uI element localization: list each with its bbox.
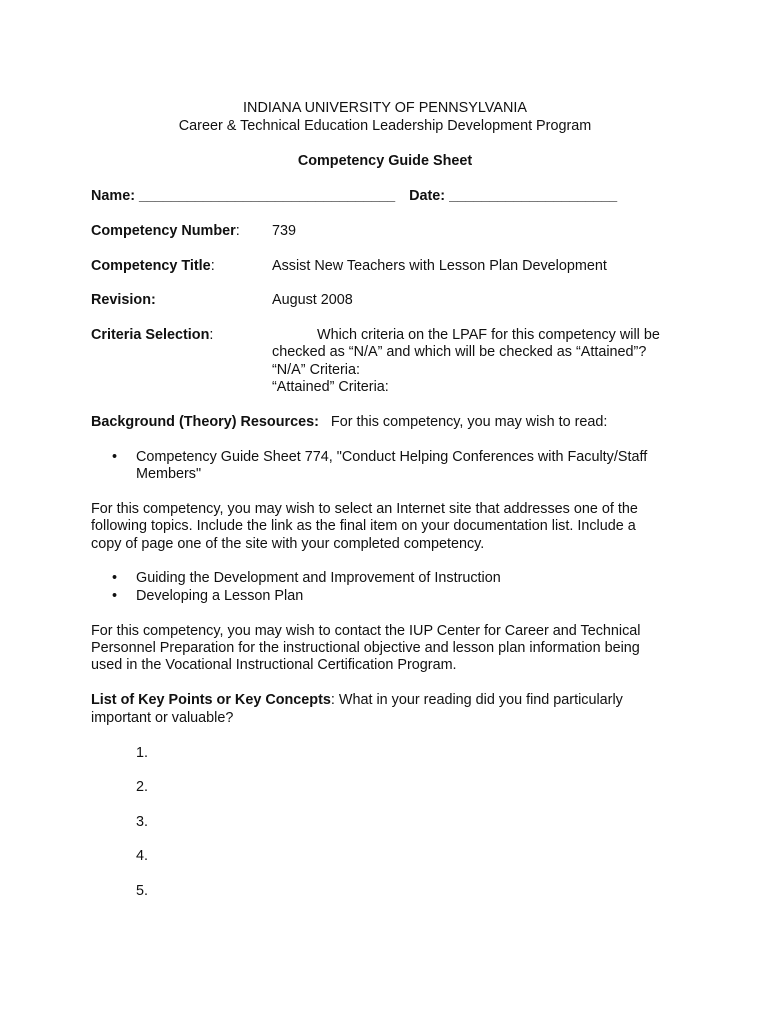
name-row: [91, 188, 617, 206]
revision-value: August 2008: [272, 292, 353, 308]
name-label: Name:: [91, 188, 135, 204]
revision-label: Revision:: [91, 292, 156, 308]
attained-criteria: “Attained” Criteria:: [272, 379, 389, 395]
bullet-icon: •: [112, 588, 118, 604]
key-points-question-line2: important or valuable?: [91, 710, 234, 726]
university-name: INDIANA UNIVERSITY OF PENNSYLVANIA: [243, 100, 527, 116]
program-name: Career & Technical Education Leadership Development Program: [178, 118, 592, 134]
criteria-question-line2: checked as “N/A” and which will be checked as “Attained”?: [272, 344, 647, 360]
date-label: Date:: [409, 188, 446, 204]
key-point-number: 4.: [136, 848, 149, 864]
sheet-title: Competency Guide Sheet: [297, 153, 473, 169]
competency-title-value: Assist New Teachers with Lesson Plan Development: [272, 258, 607, 274]
key-points-label: List of Key Points or Key Concepts: [91, 692, 331, 708]
competency-number-value: 739: [272, 223, 297, 239]
criteria-question-line1: Which criteria on the LPAF for this competency will be: [317, 327, 660, 343]
contact-paragraph-line1: For this competency, you may wish to contact the IUP Center for Career and Technical: [91, 623, 641, 639]
name-blank[interactable]: ________________________________: [139, 188, 396, 204]
competency-number-label: Competency Number:: [91, 223, 240, 239]
criteria-selection-label: Criteria Selection:: [91, 327, 214, 343]
key-point-number: 1.: [136, 745, 149, 761]
bullet-icon: •: [112, 449, 118, 465]
topic-item: Guiding the Development and Improvement of Instruction: [136, 570, 501, 586]
background-resources: [91, 414, 607, 432]
internet-paragraph-line2: following topics. Include the link as the final item on your documentation list. Include a: [91, 518, 636, 534]
contact-paragraph-line2: Personnel Preparation for the instructional objective and lesson plan information being: [91, 640, 640, 656]
bullet-icon: •: [112, 570, 118, 586]
reading-item-line1: Competency Guide Sheet 774, "Conduct Helping Conferences with Faculty/Staff: [136, 449, 648, 465]
key-point-number: 3.: [136, 814, 149, 830]
na-criteria: “N/A” Criteria:: [272, 362, 360, 378]
background-label: Background (Theory) Resources:: [91, 414, 319, 430]
internet-paragraph-line3: copy of page one of the site with your completed competency.: [91, 536, 485, 552]
internet-paragraph-line1: For this competency, you may wish to select an Internet site that addresses one of the: [91, 501, 638, 517]
background-intro: For this competency, you may wish to read:: [330, 414, 608, 430]
reading-item-line2: Members": [136, 466, 202, 482]
competency-title-label: Competency Title:: [91, 258, 215, 274]
key-point-number: 5.: [136, 883, 149, 899]
key-points-question: List of Key Points or Key Concepts: What in your reading did you find particularly: [91, 692, 623, 708]
key-point-number: 2.: [136, 779, 149, 795]
date-blank[interactable]: _____________________: [449, 188, 618, 204]
topic-item: Developing a Lesson Plan: [136, 588, 304, 604]
contact-paragraph-line3: used in the Vocational Instructional Certification Program.: [91, 657, 457, 673]
